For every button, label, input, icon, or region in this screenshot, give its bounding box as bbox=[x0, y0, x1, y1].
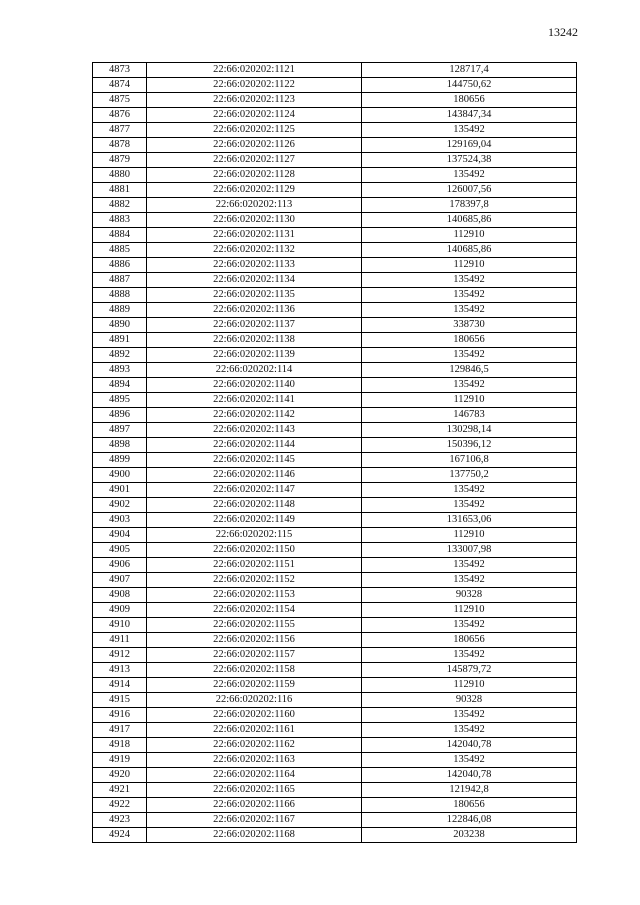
value-cell: 90328 bbox=[362, 588, 577, 603]
value-cell: 133007,98 bbox=[362, 543, 577, 558]
value-cell: 135492 bbox=[362, 618, 577, 633]
value-cell: 135492 bbox=[362, 483, 577, 498]
cadastral-number-cell: 22:66:020202:1148 bbox=[147, 498, 362, 513]
value-cell: 137750,2 bbox=[362, 468, 577, 483]
table-row bbox=[93, 543, 577, 558]
value-cell: 135492 bbox=[362, 558, 577, 573]
value-cell: 178397,8 bbox=[362, 198, 577, 213]
row-number-cell: 4910 bbox=[93, 618, 147, 633]
value-cell: 135492 bbox=[362, 123, 577, 138]
row-number-cell: 4912 bbox=[93, 648, 147, 663]
table-row bbox=[93, 318, 577, 333]
cadastral-number-cell: 22:66:020202:1152 bbox=[147, 573, 362, 588]
value-cell: 167106,8 bbox=[362, 453, 577, 468]
table-row bbox=[93, 783, 577, 798]
cadastral-number-cell: 22:66:020202:113 bbox=[147, 198, 362, 213]
row-number-cell: 4880 bbox=[93, 168, 147, 183]
table-row bbox=[93, 393, 577, 408]
row-number-cell: 4891 bbox=[93, 333, 147, 348]
value-cell: 135492 bbox=[362, 378, 577, 393]
cadastral-number-cell: 22:66:020202:1159 bbox=[147, 678, 362, 693]
value-cell: 112910 bbox=[362, 528, 577, 543]
row-number-cell: 4909 bbox=[93, 603, 147, 618]
table-row bbox=[93, 498, 577, 513]
cadastral-number-cell: 22:66:020202:1147 bbox=[147, 483, 362, 498]
cadastral-number-cell: 22:66:020202:1162 bbox=[147, 738, 362, 753]
cadastral-number-cell: 22:66:020202:1160 bbox=[147, 708, 362, 723]
table-row bbox=[93, 813, 577, 828]
value-cell: 112910 bbox=[362, 258, 577, 273]
cadastral-number-cell: 22:66:020202:115 bbox=[147, 528, 362, 543]
row-number-cell: 4914 bbox=[93, 678, 147, 693]
table-row bbox=[93, 573, 577, 588]
row-number-cell: 4920 bbox=[93, 768, 147, 783]
row-number-cell: 4885 bbox=[93, 243, 147, 258]
cadastral-number-cell: 22:66:020202:1163 bbox=[147, 753, 362, 768]
cadastral-number-cell: 22:66:020202:1135 bbox=[147, 288, 362, 303]
value-cell: 180656 bbox=[362, 333, 577, 348]
table-row bbox=[93, 648, 577, 663]
value-cell: 180656 bbox=[362, 798, 577, 813]
table-row bbox=[93, 468, 577, 483]
table-row bbox=[93, 198, 577, 213]
value-cell: 90328 bbox=[362, 693, 577, 708]
table-row bbox=[93, 528, 577, 543]
value-cell: 126007,56 bbox=[362, 183, 577, 198]
row-number-cell: 4899 bbox=[93, 453, 147, 468]
value-cell: 135492 bbox=[362, 273, 577, 288]
value-cell: 135492 bbox=[362, 708, 577, 723]
row-number-cell: 4882 bbox=[93, 198, 147, 213]
cadastral-number-cell: 22:66:020202:1166 bbox=[147, 798, 362, 813]
value-cell: 203238 bbox=[362, 828, 577, 843]
row-number-cell: 4887 bbox=[93, 273, 147, 288]
cadastral-number-cell: 22:66:020202:1130 bbox=[147, 213, 362, 228]
value-cell: 112910 bbox=[362, 393, 577, 408]
value-cell: 180656 bbox=[362, 633, 577, 648]
cadastral-number-cell: 22:66:020202:1126 bbox=[147, 138, 362, 153]
value-cell: 135492 bbox=[362, 498, 577, 513]
table-row bbox=[93, 258, 577, 273]
value-cell: 338730 bbox=[362, 318, 577, 333]
value-cell: 112910 bbox=[362, 603, 577, 618]
cadastral-number-cell: 22:66:020202:1157 bbox=[147, 648, 362, 663]
value-cell: 150396,12 bbox=[362, 438, 577, 453]
row-number-cell: 4919 bbox=[93, 753, 147, 768]
table-row bbox=[93, 828, 577, 843]
table-row bbox=[93, 453, 577, 468]
table-row bbox=[93, 123, 577, 138]
table-row bbox=[93, 273, 577, 288]
row-number-cell: 4877 bbox=[93, 123, 147, 138]
value-cell: 130298,14 bbox=[362, 423, 577, 438]
cadastral-number-cell: 22:66:020202:1134 bbox=[147, 273, 362, 288]
row-number-cell: 4901 bbox=[93, 483, 147, 498]
cadastral-number-cell: 22:66:020202:1128 bbox=[147, 168, 362, 183]
row-number-cell: 4917 bbox=[93, 723, 147, 738]
value-cell: 145879,72 bbox=[362, 663, 577, 678]
row-number-cell: 4908 bbox=[93, 588, 147, 603]
row-number-cell: 4875 bbox=[93, 93, 147, 108]
row-number-cell: 4884 bbox=[93, 228, 147, 243]
value-cell: 112910 bbox=[362, 678, 577, 693]
row-number-cell: 4913 bbox=[93, 663, 147, 678]
table-row bbox=[93, 63, 577, 78]
value-cell: 135492 bbox=[362, 573, 577, 588]
table-row bbox=[93, 513, 577, 528]
cadastral-number-cell: 22:66:020202:1167 bbox=[147, 813, 362, 828]
row-number-cell: 4911 bbox=[93, 633, 147, 648]
table-row bbox=[93, 183, 577, 198]
value-cell: 135492 bbox=[362, 723, 577, 738]
value-cell: 140685,86 bbox=[362, 213, 577, 228]
table-row bbox=[93, 378, 577, 393]
row-number-cell: 4924 bbox=[93, 828, 147, 843]
cadastral-number-cell: 22:66:020202:1145 bbox=[147, 453, 362, 468]
table-row bbox=[93, 348, 577, 363]
table-row bbox=[93, 483, 577, 498]
cadastral-number-cell: 22:66:020202:1138 bbox=[147, 333, 362, 348]
table-row bbox=[93, 213, 577, 228]
row-number-cell: 4892 bbox=[93, 348, 147, 363]
table-row bbox=[93, 798, 577, 813]
row-number-cell: 4893 bbox=[93, 363, 147, 378]
row-number-cell: 4897 bbox=[93, 423, 147, 438]
value-cell: 142040,78 bbox=[362, 738, 577, 753]
value-cell: 135492 bbox=[362, 348, 577, 363]
cadastral-number-cell: 22:66:020202:1153 bbox=[147, 588, 362, 603]
row-number-cell: 4874 bbox=[93, 78, 147, 93]
cadastral-number-cell: 22:66:020202:1156 bbox=[147, 633, 362, 648]
value-cell: 129846,5 bbox=[362, 363, 577, 378]
cadastral-number-cell: 22:66:020202:1146 bbox=[147, 468, 362, 483]
value-cell: 121942,8 bbox=[362, 783, 577, 798]
cadastral-value-table bbox=[92, 62, 577, 843]
row-number-cell: 4902 bbox=[93, 498, 147, 513]
cadastral-number-cell: 22:66:020202:1125 bbox=[147, 123, 362, 138]
table-row bbox=[93, 558, 577, 573]
row-number-cell: 4873 bbox=[93, 63, 147, 78]
value-cell: 128717,4 bbox=[362, 63, 577, 78]
value-cell: 131653,06 bbox=[362, 513, 577, 528]
table-row bbox=[93, 663, 577, 678]
table-row bbox=[93, 408, 577, 423]
row-number-cell: 4889 bbox=[93, 303, 147, 318]
row-number-cell: 4876 bbox=[93, 108, 147, 123]
row-number-cell: 4922 bbox=[93, 798, 147, 813]
row-number-cell: 4898 bbox=[93, 438, 147, 453]
table-row bbox=[93, 603, 577, 618]
row-number-cell: 4894 bbox=[93, 378, 147, 393]
value-cell: 135492 bbox=[362, 168, 577, 183]
cadastral-number-cell: 22:66:020202:1133 bbox=[147, 258, 362, 273]
table-row bbox=[93, 618, 577, 633]
cadastral-number-cell: 22:66:020202:1127 bbox=[147, 153, 362, 168]
cadastral-number-cell: 22:66:020202:1124 bbox=[147, 108, 362, 123]
value-cell: 142040,78 bbox=[362, 768, 577, 783]
table-body bbox=[93, 63, 577, 843]
row-number-cell: 4907 bbox=[93, 573, 147, 588]
value-cell: 144750,62 bbox=[362, 78, 577, 93]
cadastral-number-cell: 22:66:020202:1122 bbox=[147, 78, 362, 93]
row-number-cell: 4895 bbox=[93, 393, 147, 408]
row-number-cell: 4921 bbox=[93, 783, 147, 798]
cadastral-number-cell: 22:66:020202:1139 bbox=[147, 348, 362, 363]
table-row bbox=[93, 138, 577, 153]
table-row bbox=[93, 108, 577, 123]
table-row bbox=[93, 633, 577, 648]
cadastral-number-cell: 22:66:020202:1155 bbox=[147, 618, 362, 633]
table-row bbox=[93, 588, 577, 603]
table-row bbox=[93, 333, 577, 348]
cadastral-number-cell: 22:66:020202:1165 bbox=[147, 783, 362, 798]
table-row bbox=[93, 723, 577, 738]
table-row bbox=[93, 693, 577, 708]
cadastral-number-cell: 22:66:020202:1137 bbox=[147, 318, 362, 333]
table-row bbox=[93, 678, 577, 693]
value-cell: 129169,04 bbox=[362, 138, 577, 153]
row-number-cell: 4916 bbox=[93, 708, 147, 723]
table-row bbox=[93, 303, 577, 318]
row-number-cell: 4879 bbox=[93, 153, 147, 168]
cadastral-number-cell: 22:66:020202:1123 bbox=[147, 93, 362, 108]
cadastral-number-cell: 22:66:020202:1143 bbox=[147, 423, 362, 438]
row-number-cell: 4886 bbox=[93, 258, 147, 273]
value-cell: 122846,08 bbox=[362, 813, 577, 828]
cadastral-number-cell: 22:66:020202:1151 bbox=[147, 558, 362, 573]
row-number-cell: 4888 bbox=[93, 288, 147, 303]
cadastral-number-cell: 22:66:020202:1164 bbox=[147, 768, 362, 783]
table-row bbox=[93, 288, 577, 303]
cadastral-number-cell: 22:66:020202:1129 bbox=[147, 183, 362, 198]
value-cell: 135492 bbox=[362, 288, 577, 303]
row-number-cell: 4883 bbox=[93, 213, 147, 228]
value-cell: 112910 bbox=[362, 228, 577, 243]
table-row bbox=[93, 753, 577, 768]
table-row bbox=[93, 228, 577, 243]
cadastral-number-cell: 22:66:020202:1121 bbox=[147, 63, 362, 78]
row-number-cell: 4904 bbox=[93, 528, 147, 543]
cadastral-number-cell: 22:66:020202:114 bbox=[147, 363, 362, 378]
row-number-cell: 4900 bbox=[93, 468, 147, 483]
row-number-cell: 4918 bbox=[93, 738, 147, 753]
cadastral-number-cell: 22:66:020202:1154 bbox=[147, 603, 362, 618]
row-number-cell: 4903 bbox=[93, 513, 147, 528]
value-cell: 137524,38 bbox=[362, 153, 577, 168]
table-row bbox=[93, 708, 577, 723]
row-number-cell: 4915 bbox=[93, 693, 147, 708]
table-row bbox=[93, 423, 577, 438]
value-cell: 180656 bbox=[362, 93, 577, 108]
page-number: 13242 bbox=[548, 25, 578, 39]
row-number-cell: 4881 bbox=[93, 183, 147, 198]
table-row bbox=[93, 438, 577, 453]
row-number-cell: 4890 bbox=[93, 318, 147, 333]
row-number-cell: 4878 bbox=[93, 138, 147, 153]
value-cell: 135492 bbox=[362, 753, 577, 768]
table-row bbox=[93, 363, 577, 378]
row-number-cell: 4906 bbox=[93, 558, 147, 573]
value-cell: 146783 bbox=[362, 408, 577, 423]
table-row bbox=[93, 768, 577, 783]
cadastral-number-cell: 22:66:020202:1149 bbox=[147, 513, 362, 528]
cadastral-number-cell: 22:66:020202:1150 bbox=[147, 543, 362, 558]
cadastral-number-cell: 22:66:020202:1168 bbox=[147, 828, 362, 843]
table-row bbox=[93, 243, 577, 258]
value-cell: 143847,34 bbox=[362, 108, 577, 123]
table-row bbox=[93, 153, 577, 168]
row-number-cell: 4896 bbox=[93, 408, 147, 423]
table-row bbox=[93, 78, 577, 93]
cadastral-number-cell: 22:66:020202:1161 bbox=[147, 723, 362, 738]
table-row bbox=[93, 738, 577, 753]
cadastral-number-cell: 22:66:020202:1132 bbox=[147, 243, 362, 258]
row-number-cell: 4905 bbox=[93, 543, 147, 558]
table-row bbox=[93, 168, 577, 183]
cadastral-number-cell: 22:66:020202:1131 bbox=[147, 228, 362, 243]
value-cell: 140685,86 bbox=[362, 243, 577, 258]
cadastral-number-cell: 22:66:020202:1141 bbox=[147, 393, 362, 408]
table-row bbox=[93, 93, 577, 108]
cadastral-number-cell: 22:66:020202:1158 bbox=[147, 663, 362, 678]
cadastral-number-cell: 22:66:020202:1142 bbox=[147, 408, 362, 423]
cadastral-number-cell: 22:66:020202:1136 bbox=[147, 303, 362, 318]
value-cell: 135492 bbox=[362, 303, 577, 318]
value-cell: 135492 bbox=[362, 648, 577, 663]
cadastral-number-cell: 22:66:020202:1140 bbox=[147, 378, 362, 393]
cadastral-number-cell: 22:66:020202:116 bbox=[147, 693, 362, 708]
row-number-cell: 4923 bbox=[93, 813, 147, 828]
cadastral-number-cell: 22:66:020202:1144 bbox=[147, 438, 362, 453]
